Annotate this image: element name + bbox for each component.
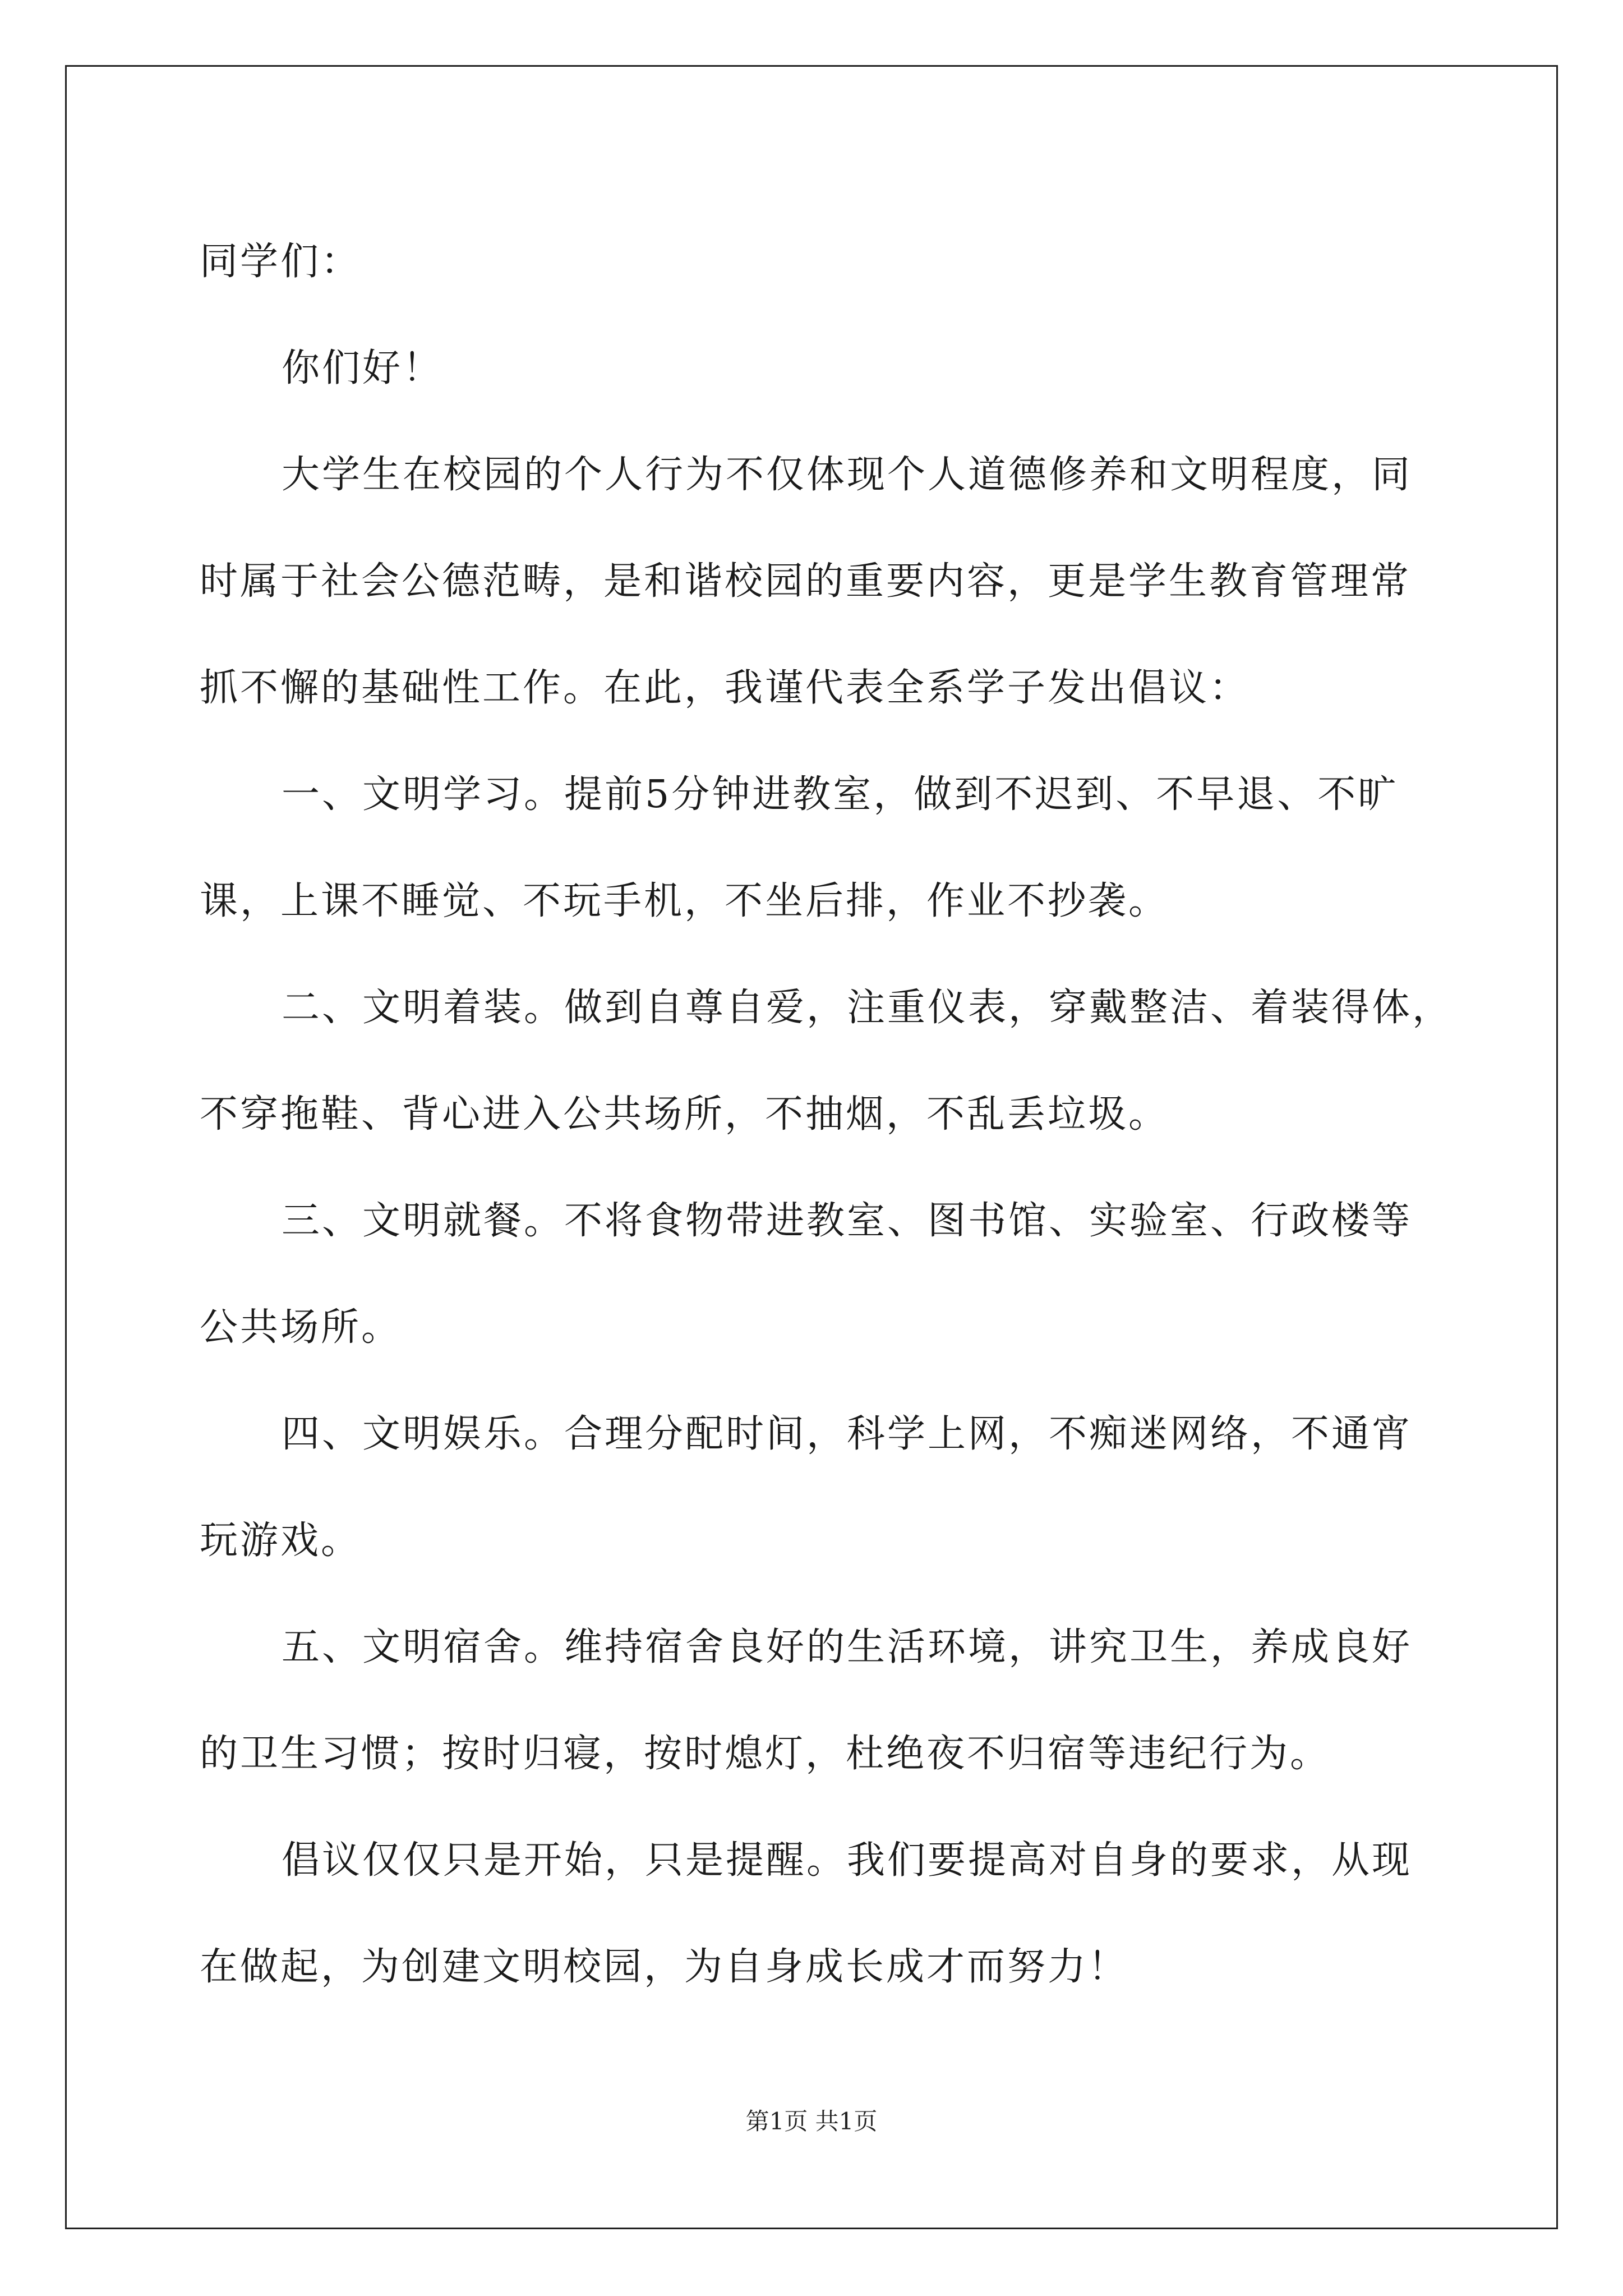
- document-body: [200, 209, 1453, 2021]
- item-1-line-1: 一、文明学习。提前5分钟进教室，做到不迟到、不早退、不旷: [282, 772, 1399, 817]
- greeting-line: 你们好！: [282, 346, 444, 390]
- intro-line-3: 抓不懈的基础性工作。在此，我谨代表全系学子发出倡议：: [200, 666, 1250, 710]
- page-number-footer: 第1页 共1页: [745, 2108, 878, 2135]
- closing-line-1: 倡议仅仅只是开始，只是提醒。我们要提高对自身的要求，从现: [282, 1838, 1413, 1883]
- intro-line-2: 时属于社会公德范畴，是和谐校园的重要内容，更是学生教育管理常: [200, 559, 1412, 604]
- item-2-line-1: 二、文明着装。做到自尊自爱，注重仪表，穿戴整洁、着装得体，: [282, 986, 1453, 1030]
- intro-line-1: 大学生在校园的个人行为不仅体现个人道德修养和文明程度，同: [282, 453, 1413, 497]
- item-4-line-1: 四、文明娱乐。合理分配时间，科学上网，不痴迷网络，不通宵: [282, 1412, 1413, 1456]
- item-2-line-2: 不穿拖鞋、背心进入公共场所，不抽烟，不乱丢垃圾。: [200, 1092, 1169, 1137]
- item-3-line-2: 公共场所。: [200, 1305, 402, 1350]
- item-3-line-1: 三、文明就餐。不将食物带进教室、图书馆、实验室、行政楼等: [282, 1199, 1413, 1243]
- item-1-line-2: 课，上课不睡觉、不玩手机，不坐后排，作业不抄袭。: [200, 879, 1169, 923]
- salutation-line: 同学们：: [200, 240, 362, 284]
- item-5-line-2: 的卫生习惯；按时归寝，按时熄灯，杜绝夜不归宿等违纪行为。: [200, 1732, 1331, 1776]
- closing-line-2: 在做起，为创建文明校园，为自身成长成才而努力！: [200, 1945, 1129, 1989]
- item-4-line-2: 玩游戏。: [200, 1519, 362, 1563]
- item-5-line-1: 五、文明宿舍。维持宿舍良好的生活环境，讲究卫生，养成良好: [282, 1625, 1413, 1669]
